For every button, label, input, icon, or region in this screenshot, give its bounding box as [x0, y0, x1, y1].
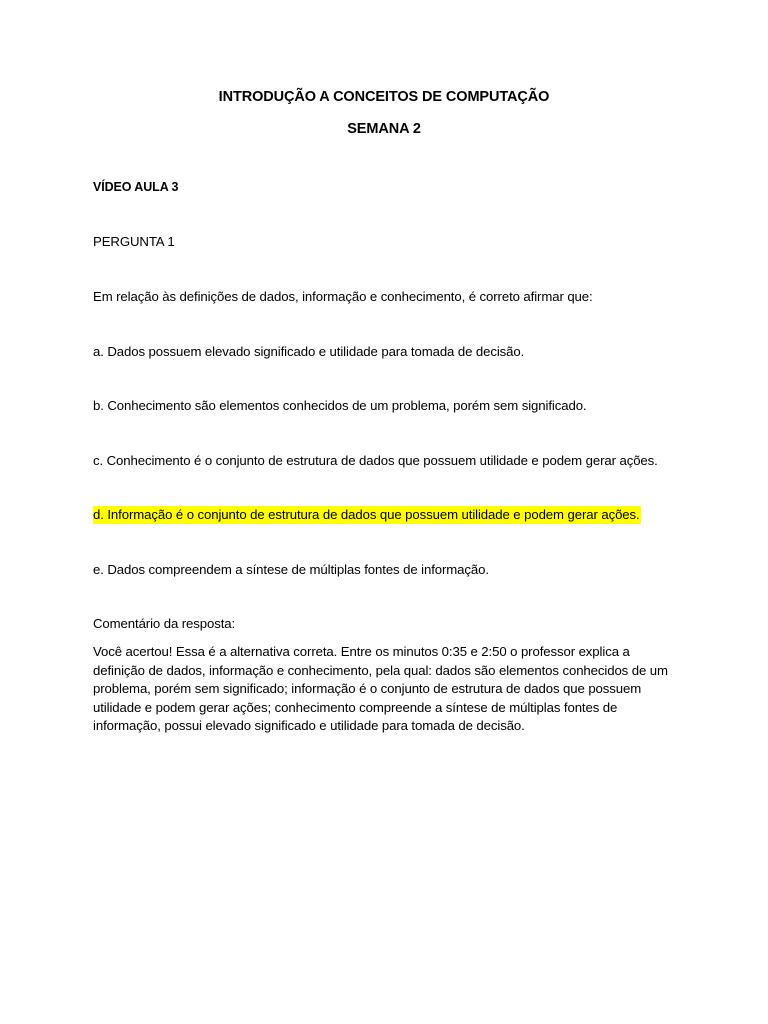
comment-line: informação, possui elevado significado e utilidade para tomada de decisão. — [93, 718, 525, 733]
comment-line: definição de dados, informação e conhecimento, pela qual: dados são elementos conhecidos de um — [93, 662, 668, 678]
option-a: a. Dados possuem elevado significado e utilidade para tomada de decisão. — [93, 344, 525, 359]
question-label: PERGUNTA 1 — [93, 234, 175, 249]
option-e: e. Dados compreendem a síntese de múltiplas fontes de informação. — [93, 562, 489, 577]
comment-line: Você acertou! Essa é a alternativa correta. Entre os minutos 0:35 e 2:50 o professor explica a — [93, 644, 630, 659]
comment-label: Comentário da resposta: — [93, 616, 236, 631]
option-c: c. Conhecimento é o conjunto de estrutura de dados que possuem utilidade e podem gerar ações. — [93, 453, 658, 468]
option-b: b. Conhecimento são elementos conhecidos de um problema, porém sem significado. — [93, 398, 587, 413]
question-text: Em relação às definições de dados, informação e conhecimento, é correto afirmar que: — [93, 289, 593, 304]
section-heading: VÍDEO AULA 3 — [93, 180, 179, 194]
comment-line: problema, porém sem significado; informação é o conjunto de estrutura de dados que possuem — [93, 681, 642, 696]
document-subtitle: SEMANA 2 — [347, 121, 421, 137]
correct-answer-highlight: d. Informação é o conjunto de estrutura de dados que possuem utilidade e podem gerar ações. — [93, 507, 640, 522]
comment-text — [93, 643, 668, 736]
document-title: INTRODUÇÃO A CONCEITOS DE COMPUTAÇÃO — [218, 89, 550, 105]
option-d-correct — [93, 507, 641, 522]
comment-line: utilidade e podem gerar ações; conhecimento compreende a síntese de múltiplas fontes de — [93, 699, 618, 715]
